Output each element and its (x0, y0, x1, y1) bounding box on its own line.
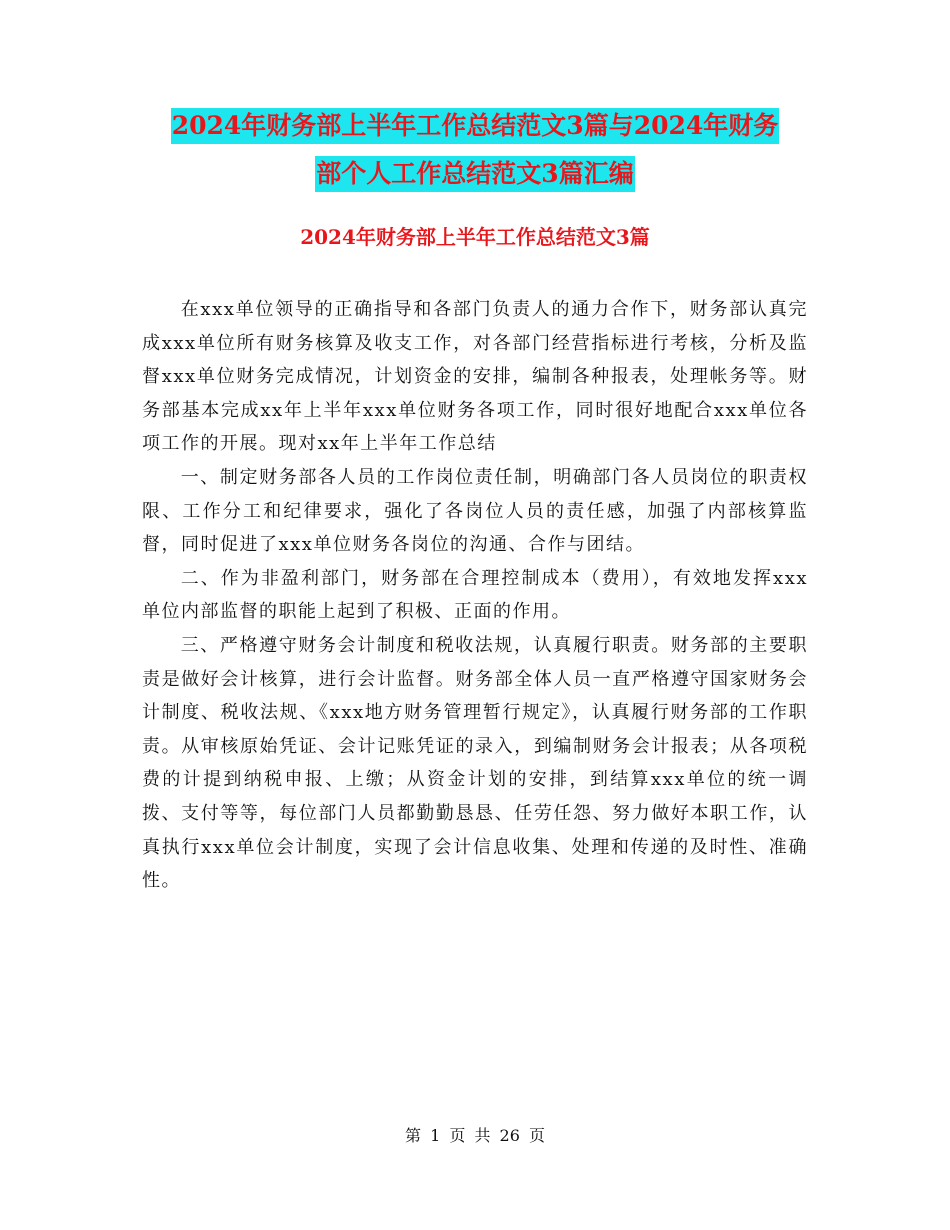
document-title-line-1: 2024年财务部上半年工作总结范文3篇与2024年财务 (171, 108, 780, 144)
paragraph: 在xxx单位领导的正确指导和各部门负责人的通力合作下，财务部认真完成xxx单位所有财务核算及收支工作，对各部门经营指标进行考核，分析及监督xxx单位财务完成情况，计划资金的安排，编制各种报表，处理帐务等。财务部基本完成xx年上半年xxx单位财务各项工作，同时很好地配合xxx单位各项工作的开展。现对xx年上半年工作总结 (142, 299, 808, 455)
document-title-line-2: 部个人工作总结范文3篇汇编 (315, 156, 634, 192)
section-title: 2024年财务部上半年工作总结范文3篇 (300, 225, 650, 249)
document-title (0, 108, 950, 204)
paragraph: 二、作为非盈利部门，财务部在合理控制成本（费用），有效地发挥xxx单位内部监督的职能上起到了积极、正面的作用。 (142, 567, 808, 623)
paragraph: 一、制定财务部各人员的工作岗位责任制，明确部门各人员岗位的职责权限、工作分工和纪律要求，强化了各岗位人员的责任感，加强了内部核算监督，同时促进了xxx单位财务各岗位的沟通、合作与团结。 (142, 466, 808, 556)
document-body (142, 293, 808, 898)
paragraph: 三、严格遵守财务会计制度和税收法规，认真履行职责。财务部的主要职责是做好会计核算，进行会计监督。财务部全体人员一直严格遵守国家财务会计制度、税收法规、《xxx地方财务管理暂行规定》，认真履行财务部的工作职责。从审核原始凭证、会计记账凭证的录入，到编制财务会计报表；从各项税费的计提到纳税申报、上缴；从资金计划的安排，到结算xxx单位的统一调拨、支付等等，每位部门人员都勤勤恳恳、任劳任怨、努力做好本职工作，认真执行xxx单位会计制度，实现了会计信息收集、处理和传递的及时性、准确性。 (142, 634, 808, 892)
page-footer: 第 1 页 共 26 页 (405, 1126, 545, 1145)
